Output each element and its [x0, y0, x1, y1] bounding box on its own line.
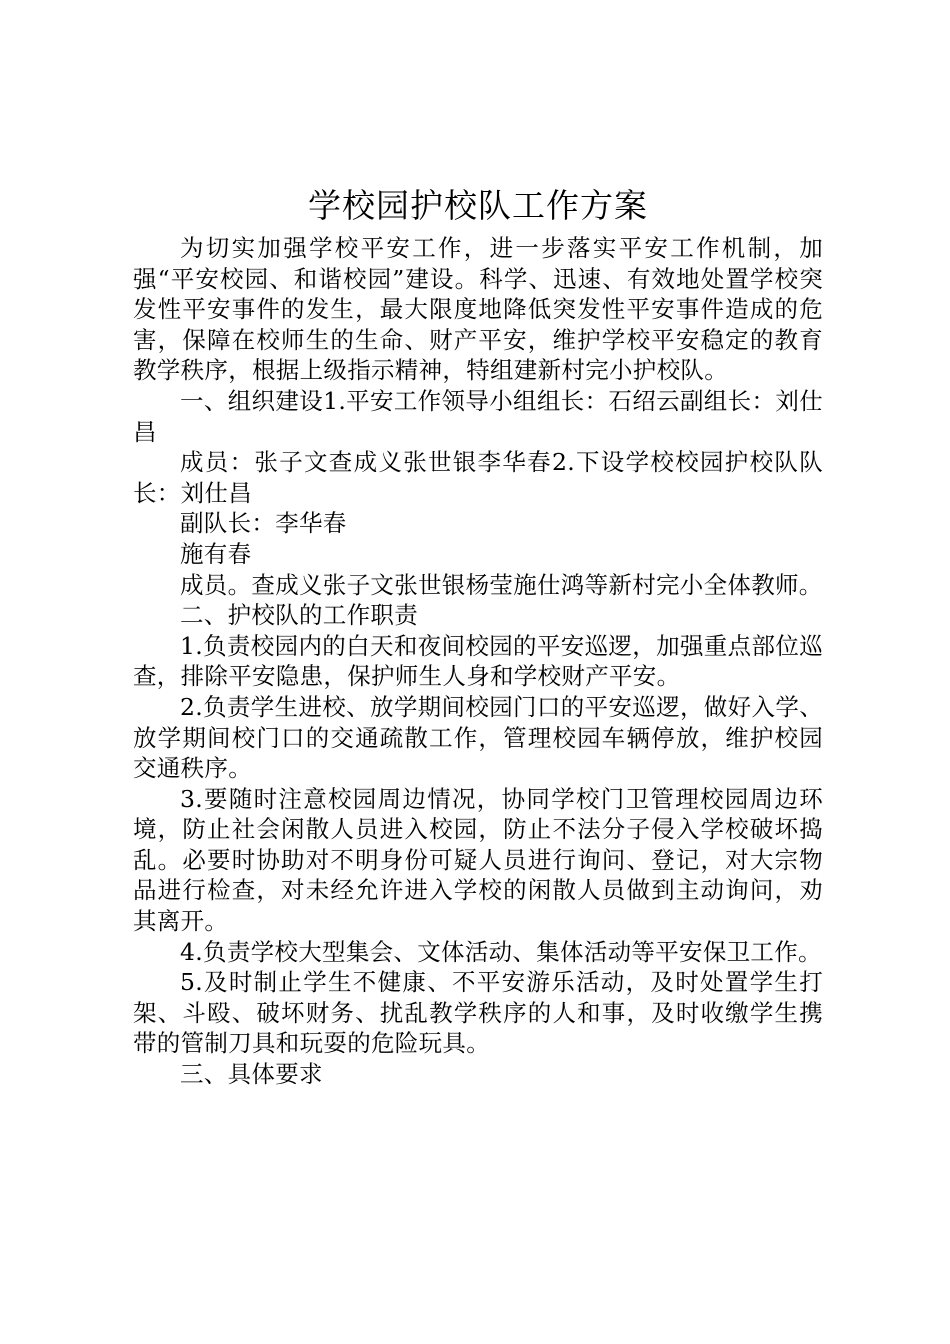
- duty-item-5: 5.及时制止学生不健康、不平安游乐活动，及时处置学生打架、斗殴、破坏财务、扰乱教学秩序的人和事，及时收缴学生携带的管制刀具和玩耍的危险玩具。: [133, 968, 823, 1058]
- deputy-leader: 副队长：李华春: [180, 509, 347, 538]
- section-2-heading: 二、护校队的工作职责: [180, 601, 418, 630]
- section-1-leadership: 一、组织建设1.平安工作领导小组组长：石绍云副组长：刘仕昌: [133, 386, 823, 446]
- duty-item-4: 4.负责学校大型集会、文体活动、集体活动等平安保卫工作。: [180, 937, 822, 966]
- section-3-heading: 三、具体要求: [180, 1060, 323, 1089]
- duty-item-3: 3.要随时注意校园周边情况，协同学校门卫管理校园周边环境，防止社会闲散人员进入校园，防止不法分子侵入学校破坏捣乱。必要时协助对不明身份可疑人员进行询问、登记，对大宗物品进行检查，对未经允许进入学校的闲散人员做到主动询问，劝其离开。: [133, 784, 823, 936]
- deputy-leader-name: 施有春: [180, 539, 252, 568]
- duty-item-2: 2.负责学生进校、放学期间校园门口的平安巡逻，做好入学、放学期间校门口的交通疏散工作，管理校园车辆停放，维护校园交通秩序。: [133, 692, 823, 783]
- intro-paragraph: 为切实加强学校平安工作，进一步落实平安工作机制，加强“平安校园、和谐校园”建设。科学、迅速、有效地处置学校突发性平安事件的发生，最大限度地降低突发性平安事件造成的危害，保障在校师生的生命、财产平安，维护学校平安稳定的教育教学秩序，根据上级指示精神，特组建新村完小护校队。: [133, 234, 823, 385]
- document-page: [133, 183, 823, 1090]
- duty-item-1: 1.负责校园内的白天和夜间校园的平安巡逻，加强重点部位巡查，排除平安隐患，保护师生人身和学校财产平安。: [133, 631, 823, 691]
- team-members: 成员。查成义张子文张世银杨莹施仕鸿等新村完小全体教师。: [180, 570, 823, 599]
- document-title: 学校园护校队工作方案: [308, 186, 648, 225]
- members-and-team-leader: 成员：张子文查成义张世银李华春2.下设学校校园护校队队长：刘仕昌: [133, 448, 823, 507]
